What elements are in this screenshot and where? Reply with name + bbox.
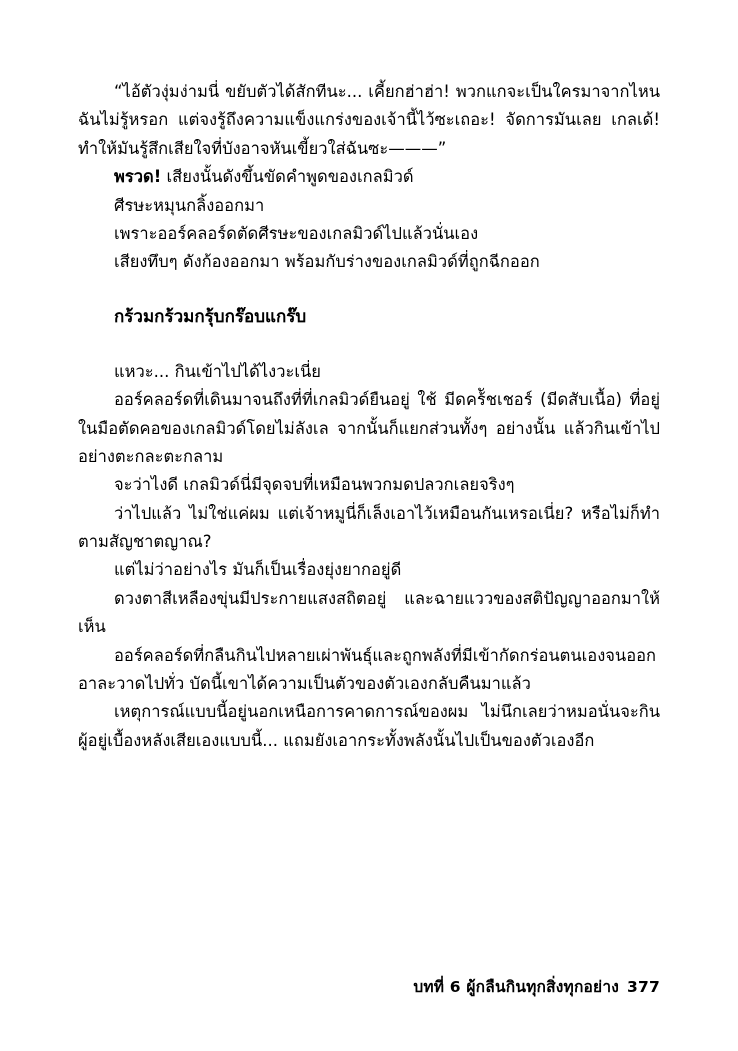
paragraph: เพราะออร์คลอร์ดตัดศีรษะของเกลมิวด์ไปแล้วนั่นเอง [114, 223, 479, 243]
paragraph: จะว่าไงดี เกลมิวด์นี่มีจุดจบที่เหมือนพวกมดปลวกเลยจริงๆ [114, 475, 515, 495]
paragraph-text: เสียงนั้นดังขึ้นขัดคำพูดของเกลมิวด์ [161, 167, 414, 187]
paragraph: ออร์คลอร์ดที่กลืนกินไปหลายเผ่าพันธุ์และถูกพลังที่มีเข้ากัดกร่อนตนเองจนออกอาละวาดไปทั่ว บัดนี้เขาได้ความเป็นตัวของตัวเองกลับคืนมาแล้ว [78, 645, 657, 693]
page-footer [78, 974, 660, 999]
paragraph: ดวงตาสีเหลืองขุ่นมีประกายแสงสถิตอยู่ และฉายแววของสติปัญญาออกมาให้เห็น [78, 588, 660, 637]
paragraph: ศีรษะหมุนกลิ้งออกมา [114, 195, 265, 215]
paragraph: ออร์คลอร์ดที่เดินมาจนถึงที่ที่เกลมิวด์ยืนอยู่ ใช้ มีดคร้ัชเชอร์ (มีดสับเนื้อ) ที่อยู่ในมือตัดคอของเกลมิวด์โดยไม่ลังเล จากนั้นก็แยกส่วนทั้งๆ อย่างนั้น แล้วกินเข้าไปอย่างตะกละตะกลาม [78, 390, 660, 466]
footer-chapter-label: บทที่ 6 ผู้กลืนกินทุกสิ่งทุกอย่าง [413, 978, 620, 996]
onomatopoeia-bold: พรวด! [114, 167, 162, 187]
page-body [78, 78, 660, 755]
paragraph: “ไอ้ตัวงุ่มง่ามนี่ ขยับตัวได้สักทีนะ... เคี้ยกฮ่าฮ่า! พวกแกจะเป็นใครมาจากไหนฉันไม่รู้หรอก แต่จงรู้ถึงความแข็งแกร่งของเจ้านี้ไว้ซะเถอะ! จัดการมันเลย เกลเด้! ทำให้มันรู้สึกเสียใจที่บังอาจหันเขี้ยวใส่ฉันซะ———” [78, 82, 660, 158]
paragraph: แต่ไม่ว่าอย่างไร มันก็เป็นเรื่องยุ่งยากอยู่ดี [114, 560, 402, 580]
footer-page-number: 377 [627, 978, 660, 996]
paragraph: แหวะ... กินเข้าไปได้ไงวะเนี่ย [114, 361, 321, 381]
paragraph-with-bold-lead [78, 163, 660, 191]
paragraph: ว่าไปแล้ว ไม่ใช่แค่ผม แต่เจ้าหมูนี่ก็เล็งเอาไว้เหมือนกันเหรอเนี่ย? หรือไม่ก็ทำตามสัญชาตญาณ? [78, 503, 660, 552]
sound-effect-heading: กร้วมกร้วมกรุ้บกร๊อบแกร๊บ [114, 306, 307, 327]
paragraph: เหตุการณ์แบบนี้อยู่นอกเหนือการคาดการณ์ของผม ไม่นึกเลยว่าหมอนั่นจะกินผู้อยู่เบื้องหลังเสียเองแบบนี้... แถมยังเอากระทั้งพลังนั้นไปเป็นของตัวเองอีก [78, 702, 660, 750]
paragraph: เสียงทึบๆ ดังก้องออกมา พร้อมกับร่างของเกลมิวด์ที่ถูกฉีกออก [114, 252, 540, 272]
